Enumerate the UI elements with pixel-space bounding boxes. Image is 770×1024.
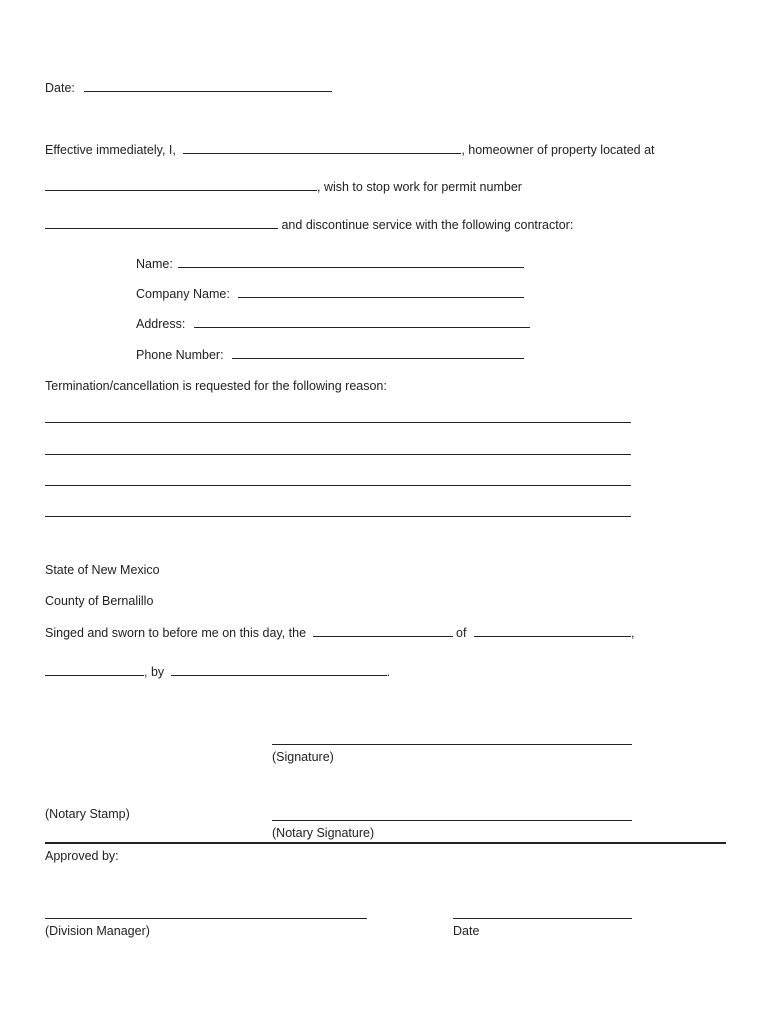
company-name-field[interactable] [238, 285, 524, 298]
contractor-name-label: Name: [136, 257, 173, 271]
approval-date-caption: Date [453, 924, 480, 938]
date-field[interactable] [84, 79, 332, 92]
notary-stamp-label: (Notary Stamp) [45, 807, 130, 821]
reason-line-1[interactable] [45, 422, 631, 423]
sworn-month-field[interactable] [474, 624, 631, 637]
phone-label: Phone Number: [136, 348, 224, 362]
by-period-text: . [386, 665, 391, 679]
notary-signature-line[interactable] [272, 820, 632, 821]
contractor-name-field[interactable] [178, 255, 524, 268]
approval-date-line[interactable] [453, 918, 632, 919]
state-row [45, 562, 160, 578]
company-name-label: Company Name: [136, 287, 230, 301]
approval-date-caption-row [453, 923, 479, 939]
date-label: Date: [45, 81, 75, 95]
county-row [45, 593, 153, 609]
reason-label: Termination/cancellation is requested for the following reason: [45, 379, 387, 393]
notary-signature-caption-row [272, 825, 374, 841]
permit-number-field[interactable] [45, 216, 278, 229]
reason-label-row [45, 378, 387, 394]
homeowner-property-text: , homeowner of property located at [461, 143, 655, 157]
sworn-text: Singed and sworn to before me on this day, the [45, 626, 307, 640]
date-row [45, 79, 332, 96]
by-row [45, 663, 390, 680]
division-manager-caption: (Division Manager) [45, 924, 150, 938]
sworn-of-text: of [456, 626, 467, 640]
discontinue-service-text: and discontinue service with the following contractor: [281, 218, 574, 232]
signature-line[interactable] [272, 744, 632, 745]
approved-by-row [45, 848, 119, 864]
effective-immediately-text: Effective immediately, I, [45, 143, 176, 157]
sworn-comma-text: , [630, 626, 635, 640]
reason-line-2[interactable] [45, 454, 631, 455]
sworn-year-field[interactable] [45, 663, 144, 676]
phone-field[interactable] [232, 346, 524, 359]
address-label: Address: [136, 317, 186, 331]
section-divider [45, 842, 726, 844]
phone-row [136, 346, 524, 363]
property-row [45, 178, 522, 195]
notary-signature-caption: (Notary Signature) [272, 826, 375, 840]
approved-by-label: Approved by: [45, 849, 119, 863]
sworn-by-field[interactable] [171, 663, 387, 676]
county-text: County of Bernalillo [45, 594, 154, 608]
division-manager-line[interactable] [45, 918, 367, 919]
homeowner-row [45, 141, 655, 158]
signature-caption-row [272, 749, 334, 765]
signature-caption: (Signature) [272, 750, 334, 764]
homeowner-name-field[interactable] [183, 141, 461, 154]
permit-row [45, 216, 573, 233]
contractor-name-row [136, 255, 524, 272]
state-text: State of New Mexico [45, 563, 160, 577]
address-field[interactable] [194, 315, 530, 328]
by-text: , by [144, 665, 165, 679]
division-manager-caption-row [45, 923, 150, 939]
address-row [136, 315, 530, 332]
notary-stamp-row [45, 806, 130, 822]
company-name-row [136, 285, 524, 302]
stop-work-permit-text: , wish to stop work for permit number [317, 180, 522, 194]
reason-line-3[interactable] [45, 485, 631, 486]
property-address-field[interactable] [45, 178, 317, 191]
reason-line-4[interactable] [45, 516, 631, 517]
sworn-day-field[interactable] [313, 624, 453, 637]
sworn-row [45, 624, 634, 641]
